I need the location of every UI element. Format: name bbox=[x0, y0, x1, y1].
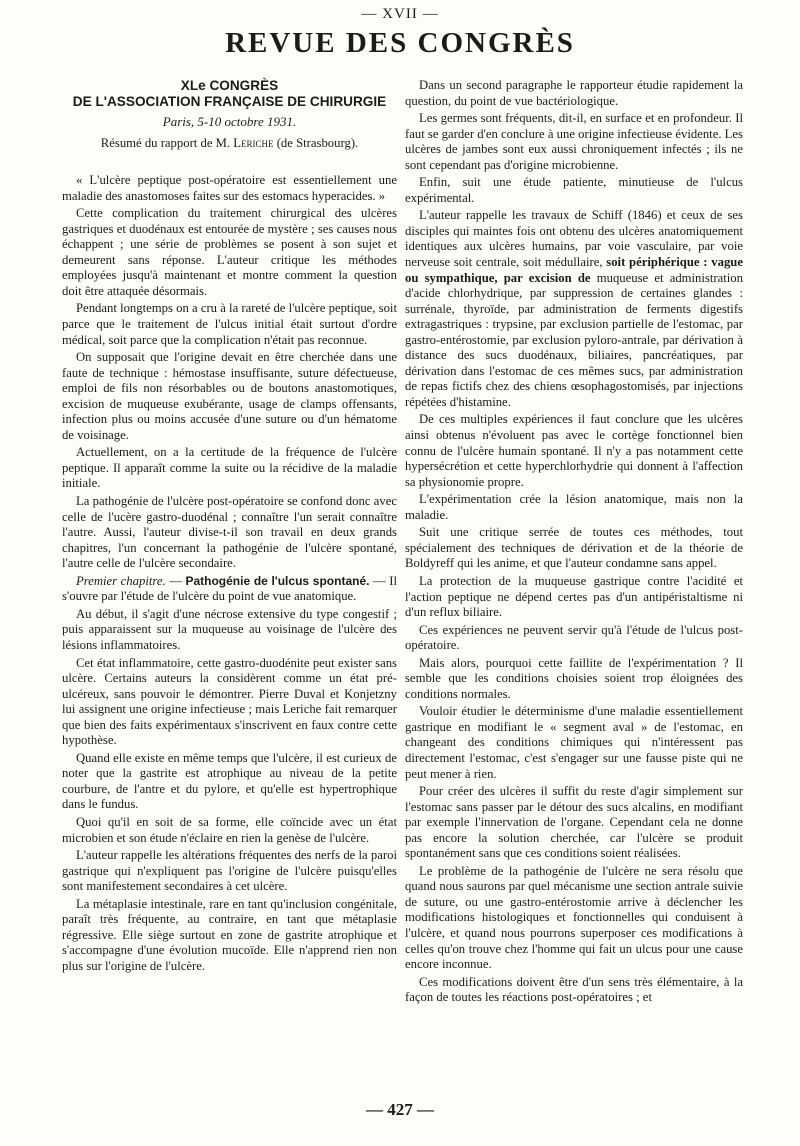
paragraph: « L'ulcère peptique post-opératoire est essentiellement une maladie des anastomoses faites sur des estomacs hyperacides. » bbox=[62, 173, 397, 203]
paragraph: Ces modifications doivent être d'un sens très élémentaire, à la façon de toutes les réactions post-opératoires ; et bbox=[405, 974, 743, 1005]
paragraph: Cette complication du traitement chirurgical des ulcères gastriques et duodénaux est entourée de mystère ; ses causes nous échappent ; une série de problèmes se posent à son sujet et demeurent sans réponse. L'auteur critique les méthodes employées jusqu'à maintenant et montre comment la question doit être attaquée désormais. bbox=[62, 206, 397, 298]
schiff-after: muqueuse et administration d'acide chlorhydrique, par suppression de certaines glandes : surrénale, thyroïde, par administration de ferments digestifs extragastriques : trypsine, par exclusion partielle de l'estomac, par gastro-entérostomie, par exclusion pyloro-antrale, par dérivation à distance des sucs duodénaux, biliaires, pancréatiques, par dérivation dans l'estomac de ces mêmes sucs, par administration de repas fictifs chez des chiens œsophagostomisés, par injections répétées d'histamine. bbox=[405, 270, 743, 409]
congress-title-line1: XLe CONGRÈS bbox=[180, 78, 279, 93]
congress-date: Paris, 5-10 octobre 1931. bbox=[162, 114, 297, 129]
paragraph: Dans un second paragraphe le rapporteur étudie rapidement la question, du point de vue bactériologique. bbox=[405, 78, 743, 108]
paragraph: Suit une critique serrée de toutes ces méthodes, tout spécialement des techniques de dérivation et de la théorie de Boldyreff qui les anime, et que l'auteur condamne sans appel. bbox=[405, 525, 743, 571]
paragraph: Vouloir étudier le déterminisme d'une maladie essentiellement gastrique en modifiant le « segment aval » de l'estomac, en changeant des conditions chimiques qui n'intéressent pas directement l'estomac, c'est s'engager sur une fausse piste qui ne peut mener à rien. bbox=[405, 704, 743, 781]
paragraph: Pour créer des ulcères il suffit du reste d'agir simplement sur l'estomac sans passer par le détour des sucs alcalins, en modifiant par exemple l'innervation de l'organe. Cependant cela ne donne pas encore la solution cherchée, car l'ulcère se produit spontanément sans que ces conditions soient réalisées. bbox=[405, 784, 743, 861]
paragraph: Actuellement, on a la certitude de la fréquence de l'ulcère peptique. Il apparaît comme la suite ou la récidive de la maladie initiale. bbox=[62, 445, 397, 491]
paragraph: Le problème de la pathogénie de l'ulcère ne sera résolu que quand nous saurons par quel mécanisme une section antrale suivie de suture, ou une gastro-entérostomie arrive à déclencher les modifications histologiques et fonctionnelles qui conduisent à l'ulcère, et quand nous pourrons superposer ces modifications à celles qu'on trouve chez l'homme qui fait un ulcus pour une cause encore inconnue. bbox=[405, 863, 743, 972]
resume-suffix: (de Strasbourg). bbox=[276, 135, 359, 150]
paragraph: La pathogénie de l'ulcère post-opératoire se confond donc avec celle de l'ucère gastro-duodénal ; connaître l'un serait connaître l'autre. Aussi, l'auteur divise-t-il son travail en deux grands chapitres, l'un concernant la pathogénie de l'ulcère spontané, l'autre celle de l'ulcère secondaire. bbox=[62, 494, 397, 571]
paragraph: Mais alors, pourquoi cette faillite de l'expérimentation ? Il semble que les conditions choisies soient trop éloignées des conditions normales. bbox=[405, 655, 743, 701]
paragraph: On supposait que l'origine devait en être cherchée dans une faute de technique : hémostase insuffisante, suture défectueuse, emploi de fils non résorbables ou de boutons anastomotiques, excision de muqueuse exubérante, usage de clamps offensants, infection plus ou moins accusée d'une suture ou d'un hématome de voisinage. bbox=[62, 350, 397, 442]
paragraph: Ces expériences ne peuvent servir qu'à l'étude de l'ulcus post-opératoire. bbox=[405, 622, 743, 653]
paragraph: Cet état inflammatoire, cette gastro-duodénite peut exister sans ulcère. Certains auteurs la considèrent comme un état pré-ulcéreux, sans pouvoir le démontrer. Pierre Duval et Konjetzny lui assignent une origine infectieuse ; mais Leriche fait remarquer que bien des faits expérimentaux s'inscrivent en faux contre cette hypothèse. bbox=[62, 655, 397, 748]
report-summary-line bbox=[62, 136, 397, 152]
paragraph: Quand elle existe en même temps que l'ulcère, il est curieux de noter que la gastrite est atrophique au niveau de la petite courbure, de l'antre et du pylore, et qu'elle est hypertrophique dans le fundus. bbox=[62, 750, 397, 812]
rapporteur-name: Leriche bbox=[233, 135, 274, 150]
chapter-label: Premier chapitre. bbox=[76, 573, 166, 588]
left-column bbox=[62, 78, 397, 976]
paragraph: Au début, il s'agit d'une nécrose extensive du type congestif ; puis apparaissent sur la muqueuse au voisinage de l'ulcère des lésions inflammatoires. bbox=[62, 606, 397, 652]
chapter-paragraph bbox=[62, 574, 397, 605]
paragraph: Pendant longtemps on a cru à la rareté de l'ulcère peptique, soit parce que le traitement de l'ulcus initial était surtout d'ordre médical, soit parce que la complication n'était pas reconnue. bbox=[62, 301, 397, 347]
paragraph: L'auteur rappelle les altérations fréquentes des nerfs de la paroi gastrique qui n'expliquent pas l'origine de l'ulcère puisqu'elles sont manifestement secondaires à cet ulcère. bbox=[62, 848, 397, 894]
chapter-rest: — Il s'ouvre par l'étude de l'ulcère du point de vue anatomique. bbox=[62, 573, 397, 604]
schiff-bold: soit périphérique : vague ou sympathique, par excision de bbox=[405, 255, 743, 285]
chapter-dash: — bbox=[165, 573, 186, 588]
resume-prefix: Résumé du rapport de M. bbox=[100, 135, 231, 150]
paragraph: Enfin, suit une étude patiente, minutieuse de l'ulcus expérimental. bbox=[405, 175, 743, 205]
schiff-before: L'auteur rappelle les travaux de Schiff (1846) et ceux de ses disciples qui maintes fois ont obtenu des ulcères anatomiquement identiques aux ulcères humains, par voie vasculaire, par voie nerveuse soit centrale, soit médullaire, bbox=[405, 208, 743, 270]
paragraph: Les germes sont fréquents, dit-il, en surface et en profondeur. Il faut se garder d'en conclure à une origine infectieuse évidente. Les ulcères de jambes sont eux aussi chroniquement infectés ; ils ne sont cependant pas d'origine microbienne. bbox=[405, 111, 743, 172]
congress-title-line2: DE L'ASSOCIATION FRANÇAISE DE CHIRURGIE bbox=[72, 94, 387, 109]
paragraph: De ces multiples expériences il faut conclure que les ulcères ainsi obtenus n'évoluent pas avec le cortège fonctionnel bien connu de l'ulcère humain spontané. Il n'y a pas notamment cette hypersécrétion et cette hyperchlorhydrie qui donnent à l'affection sa physionomie propre. bbox=[405, 412, 743, 489]
paragraph: La métaplasie intestinale, rare en tant qu'inclusion congénitale, paraît très fréquente, au contraire, en tant que métaplasie régressive. Elle siège surtout en zone de gastrite atrophique et s'accompagne d'une évolution mucoïde. Elle n'apprend rien non plus sur l'origine de l'ulcère. bbox=[62, 896, 397, 973]
paragraph: Quoi qu'il en soit de sa forme, elle coïncide avec un état microbien et son étude n'éclaire en rien la genèse de l'ulcère. bbox=[62, 814, 397, 845]
schiff-paragraph bbox=[405, 208, 743, 410]
right-column bbox=[405, 78, 743, 1008]
page-number: — 427 — bbox=[366, 1100, 434, 1119]
chapter-heading: Pathogénie de l'ulcus spontané. bbox=[185, 573, 370, 588]
paragraph: La protection de la muqueuse gastrique contre l'acidité et l'action peptique ne dépend certes pas d'un antipéristaltisme ni d'un reflux biliaire. bbox=[405, 573, 743, 620]
paragraph: L'expérimentation crée la lésion anatomique, mais non la maladie. bbox=[405, 492, 743, 522]
page-header-number: — XVII — bbox=[361, 6, 439, 22]
section-title: REVUE DES CONGRÈS bbox=[225, 27, 575, 59]
